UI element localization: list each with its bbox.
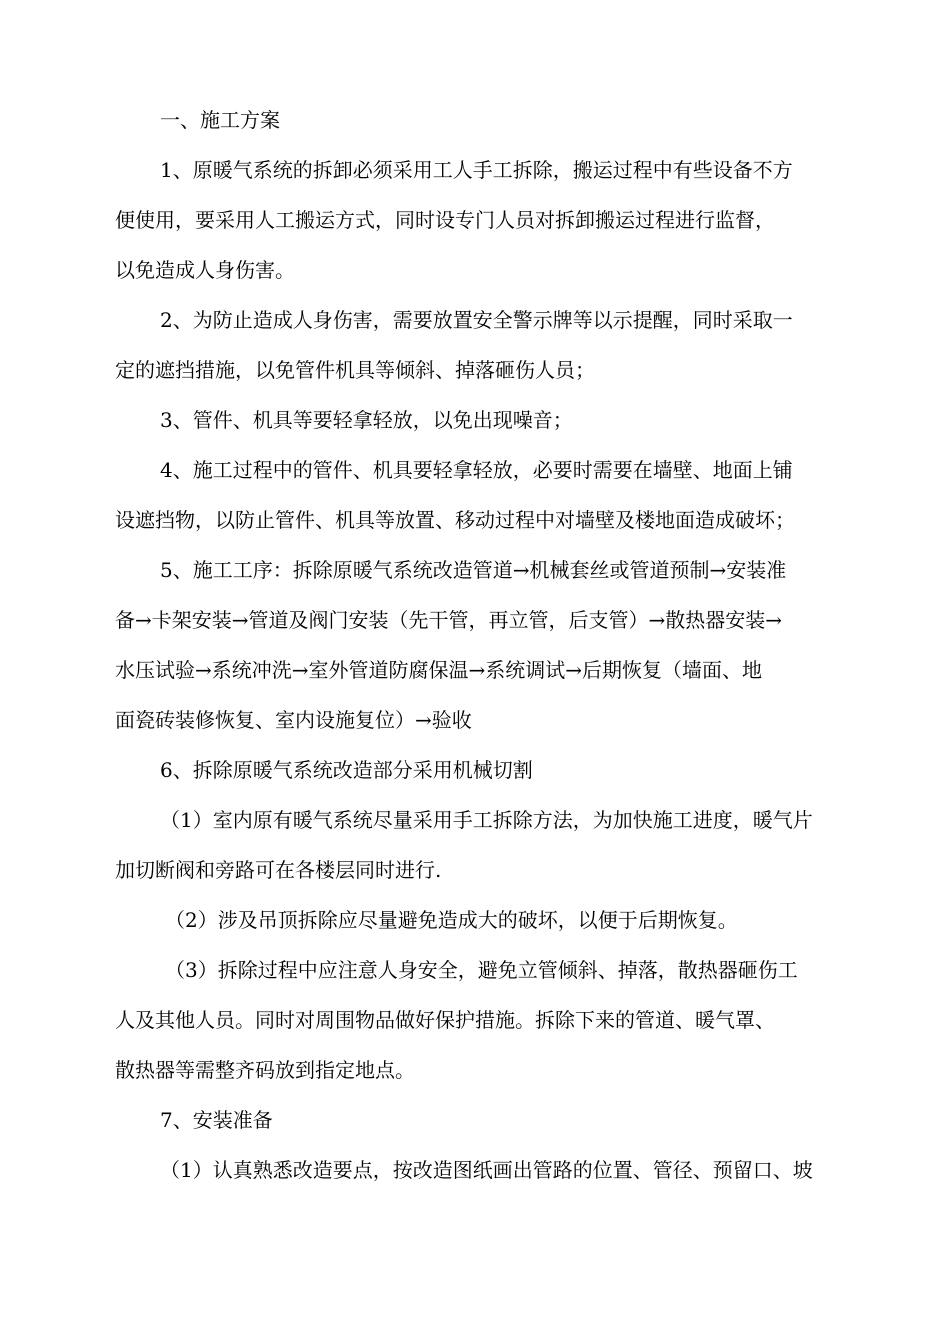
paragraph-5-line-1: 5、施工工序：拆除原暖气系统改造管道→机械套丝或管道预制→安装准 — [160, 558, 787, 582]
paragraph-7-line-1: 7、安装准备 — [160, 1108, 273, 1132]
paragraph-6-2-line-1: （2）涉及吊顶拆除应尽量避免造成大的破坏，以便于后期恢复。 — [165, 908, 738, 932]
paragraph-1-line-3: 以免造成人身伤害。 — [115, 258, 295, 282]
paragraph-6-1-line-1: （1）室内原有暖气系统尽量采用手工拆除方法，为加快施工进度，暖气片 — [160, 808, 813, 832]
paragraph-7-1-line-1: （1）认真熟悉改造要点，按改造图纸画出管路的位置、管径、预留口、坡 — [160, 1158, 813, 1182]
paragraph-5-line-4: 面瓷砖装修恢复、室内设施复位）→验收 — [115, 708, 472, 732]
paragraph-4-line-2: 设遮挡物，以防止管件、机具等放置、移动过程中对墙壁及楼地面造成破坏； — [115, 508, 795, 532]
paragraph-4-line-1: 4、施工过程中的管件、机具要轻拿轻放，必要时需要在墙壁、地面上铺 — [160, 458, 793, 482]
paragraph-6-3-line-3: 散热器等需整齐码放到指定地点。 — [115, 1058, 415, 1082]
section-heading: 一、施工方案 — [160, 108, 280, 132]
paragraph-1-line-1: 1、原暖气系统的拆卸必须采用工人手工拆除，搬运过程中有些设备不方 — [160, 158, 793, 182]
paragraph-2-line-2: 定的遮挡措施，以免管件机具等倾斜、掉落砸伤人员； — [115, 358, 595, 382]
paragraph-6-line-1: 6、拆除原暖气系统改造部分采用机械切割 — [160, 758, 533, 782]
paragraph-6-1-line-2: 加切断阀和旁路可在各楼层同时进行. — [115, 858, 442, 882]
paragraph-3-line-1: 3、管件、机具等要轻拿轻放，以免出现噪音； — [160, 408, 573, 432]
paragraph-5-line-2: 备→卡架安装→管道及阀门安装（先干管，再立管，后支管）→散热器安装→ — [115, 608, 783, 632]
paragraph-5-line-3: 水压试验→系统冲洗→室外管道防腐保温→系统调试→后期恢复（墙面、地 — [115, 658, 763, 682]
paragraph-1-line-2: 便使用，要采用人工搬运方式，同时设专门人员对拆卸搬运过程进行监督， — [115, 208, 775, 232]
paragraph-6-3-line-1: （3）拆除过程中应注意人身安全，避免立管倾斜、掉落，散热器砸伤工 — [165, 958, 798, 982]
paragraph-6-3-line-2: 人及其他人员。同时对周围物品做好保护措施。拆除下来的管道、暖气罩、 — [115, 1008, 775, 1032]
paragraph-2-line-1: 2、为防止造成人身伤害，需要放置安全警示牌等以示提醒，同时采取一 — [160, 308, 793, 332]
